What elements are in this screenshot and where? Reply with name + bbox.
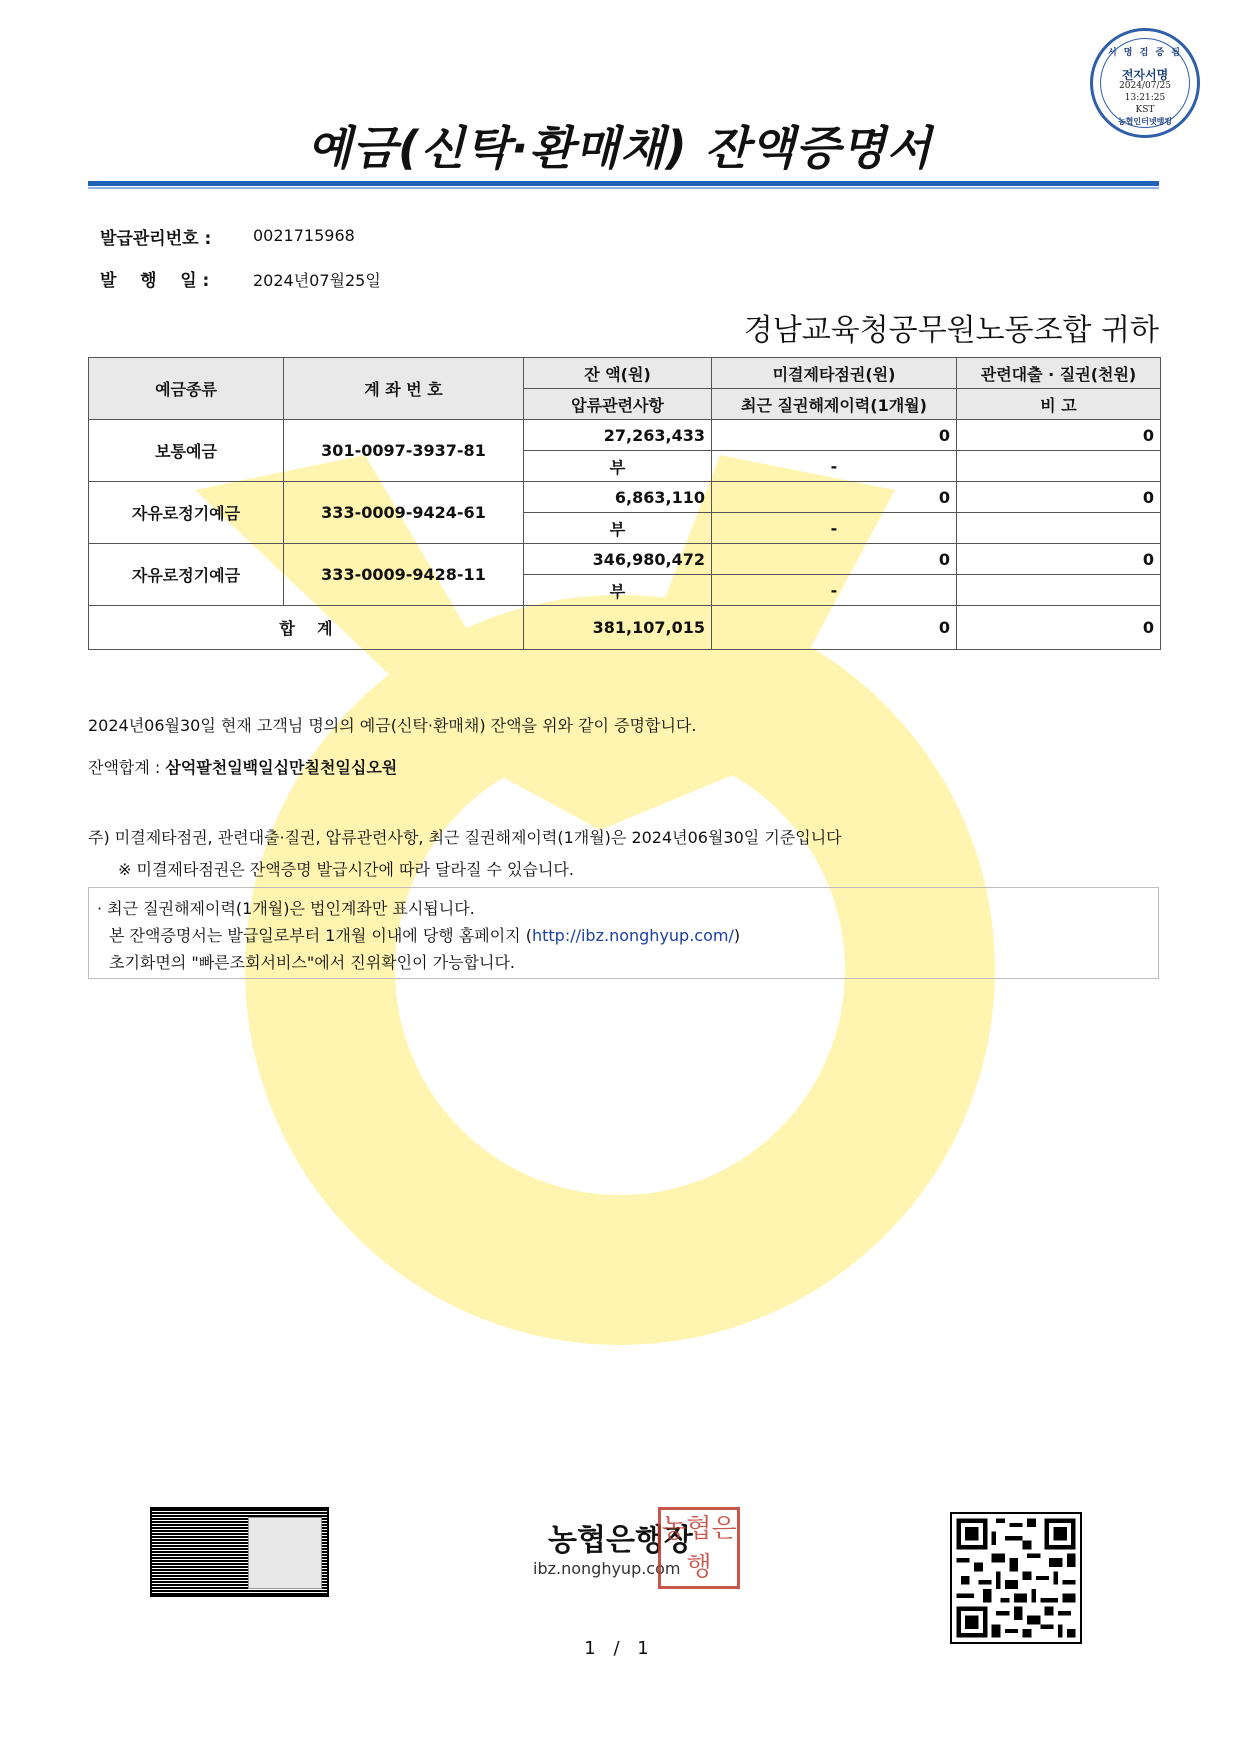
header-release: 최근 질권해제이력(1개월) [712,389,957,420]
row-uncleared: 0 [712,482,957,513]
notice-line-1: · 최근 질권해제이력(1개월)은 법인계좌만 표시됩니다. [97,899,475,918]
row-account-no: 333-0009-9424-61 [284,482,524,544]
issue-date-label: 발 행 일 : [100,271,210,291]
row-account-no: 333-0009-9428-11 [284,544,524,606]
row-release: - [712,513,957,544]
row-remark [957,451,1161,482]
table-row [89,420,1161,451]
row-seizure: 부 [524,513,712,544]
row-balance: 27,263,433 [524,420,712,451]
total-loan: 0 [957,606,1161,650]
table-total-row [89,606,1161,650]
row-account-no: 301-0097-3937-81 [284,420,524,482]
total-balance: 381,107,015 [524,606,712,650]
homepage-link[interactable]: http://ibz.nonghyup.com/ [531,926,734,945]
bank-official-stamp: 농협은행 [658,1507,740,1589]
security-barcode [150,1507,329,1597]
table-row [89,544,1161,575]
row-seizure: 부 [524,575,712,606]
issue-date: 2024년07월25일 [253,271,381,290]
row-deposit-type: 자유로정기예금 [89,544,284,606]
bank-url: ibz.nonghyup.com [533,1559,681,1578]
note-uncleared: ※ 미결제타점권은 잔액증명 발급시간에 따라 달라질 수 있습니다. [118,860,574,879]
issue-no-label: 발급관리번호 : [100,229,212,249]
header-loan: 관련대출 · 질권(천원) [957,358,1161,389]
title-underline-light [88,187,1159,189]
certification-statement: 2024년06월30일 현재 고객님 명의의 예금(신탁·환매채) 잔액을 위와 같이 증명합니다. [88,716,697,735]
document-title: 예금(신탁·환매채) 잔액증명서 [307,121,932,175]
qr-code [950,1512,1082,1644]
row-remark [957,513,1161,544]
notice-line-2 [97,922,1150,949]
notice-line-3: 초기화면의 "빠른조회서비스"에서 진위확인이 가능합니다. [109,953,516,972]
header-balance: 잔 액(원) [524,358,712,389]
notice-line-2-end: ) [733,926,741,945]
row-deposit-type: 자유로정기예금 [89,482,284,544]
title-underline [88,181,1159,186]
sum-in-words: 삼억팔천일백일십만칠천일십오원 [165,758,398,777]
sum-label: 잔액합계 : [88,758,166,777]
addressee: 경남교육청공무원노동조합 귀하 [743,313,1159,348]
row-balance: 346,980,472 [524,544,712,575]
seal-tz: KST [1135,105,1155,115]
row-loan: 0 [957,482,1161,513]
table-row [89,482,1161,513]
row-remark [957,575,1161,606]
row-balance: 6,863,110 [524,482,712,513]
notice-line-2-text: 본 잔액증명서는 발급일로부터 1개월 이내에 당행 홈페이지 ( [109,926,532,945]
seal-date: 2024/07/25 [1119,81,1171,91]
balance-table [88,357,1161,650]
total-label: 합 계 [89,606,524,650]
header-remark: 비 고 [957,389,1161,420]
row-release: - [712,575,957,606]
header-deposit-type: 예금종류 [89,358,284,420]
header-seizure: 압류관련사항 [524,389,712,420]
row-release: - [712,451,957,482]
page-number: 1 / 1 [584,1638,655,1659]
issue-no: 0021715968 [253,226,355,245]
sum-line [88,755,397,778]
note-basis-date: 주) 미결제타점권, 관련대출·질권, 압류관련사항, 최근 질권해제이력(1개월)은 2024년06월30일 기준입니다 [88,828,842,847]
bank-name: 농협은행장 [548,1523,693,1558]
header-uncleared: 미결제타점권(원) [712,358,957,389]
row-loan: 0 [957,544,1161,575]
seal-main-text: 전자서명 [1121,68,1169,82]
row-uncleared: 0 [712,420,957,451]
row-uncleared: 0 [712,544,957,575]
seal-top-text: 서 명 검 증 됨 [1107,48,1182,58]
row-loan: 0 [957,420,1161,451]
seal-bank: 농협인터넷뱅킹 [1117,117,1173,126]
notice-box [88,887,1159,979]
barcode-inner-panel [248,1517,322,1589]
row-deposit-type: 보통예금 [89,420,284,482]
header-account-no: 계 좌 번 호 [284,358,524,420]
seal-time: 13:21:25 [1124,93,1166,103]
row-seizure: 부 [524,451,712,482]
total-uncleared: 0 [712,606,957,650]
